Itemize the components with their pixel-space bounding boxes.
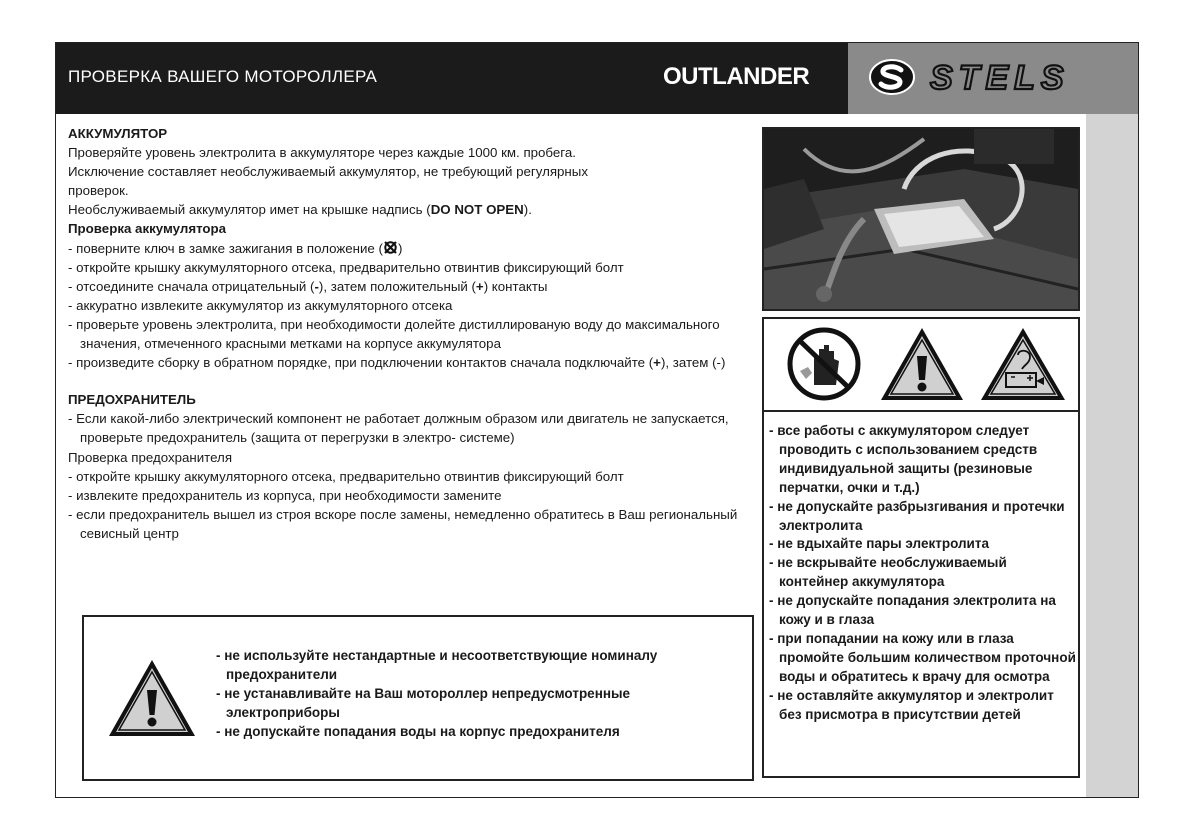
brand-wordmark-logo: [926, 58, 1136, 98]
list-item: - не вдыхайте пары электролита: [769, 536, 989, 552]
svg-text:STELS: STELS: [930, 59, 1070, 97]
list-item: - проверьте уровень электролита, при необходимости долейте дистиллированую воду до максимального значения, отмеченного красными метками на корпусе аккумулятора: [68, 316, 720, 352]
main-text: [68, 124, 748, 543]
list-item: - не вскрывайте необслуживаемый контейнер аккумулятора: [769, 555, 1007, 590]
fuse-warning-box: [82, 615, 754, 781]
list-item: - если предохранитель вышел из строя вскоре после замены, немедленно обратитесь в Ваш региональный севисный центр: [68, 506, 738, 541]
no-touch-sign-icon: [778, 327, 870, 401]
fuse-check-heading: Проверка предохранителя: [68, 449, 233, 465]
battery-check-heading: Проверка аккумулятора: [68, 221, 227, 237]
battery-photo-illustration: [764, 129, 1078, 309]
list-item: - не используйте нестандартные и несоответствующие номиналу предохранители: [216, 648, 658, 682]
battery-warning-panel: [762, 317, 1080, 778]
list-item: - отсоедините сначала отрицательный (-), затем положительный (+) контакты: [68, 278, 548, 294]
model-name: OUTLANDER: [663, 63, 810, 90]
list-item: - аккуратно извлеките аккумулятор из аккумуляторного отсека: [68, 297, 453, 313]
battery-intro: Проверяйте уровень электролита в аккумуляторе через каждые 1000 км. пробега.: [68, 145, 576, 161]
battery-intro: Исключение составляет необслуживаемый аккумулятор, не требующий регулярных: [68, 164, 588, 180]
list-item: - извлеките предохранитель из корпуса, при необходимости замените: [68, 487, 502, 503]
list-item: - откройте крышку аккумуляторного отсека, предварительно отвинтив фиксирующий болт: [68, 468, 624, 484]
list-item: - все работы с аккумулятором следует проводить с использованием средств индивидуальной защиты (резиновые перчатки, очки и т.д.): [769, 423, 1038, 495]
list-item: - откройте крышку аккумуляторного отсека, предварительно отвинтив фиксирующий болт: [68, 259, 624, 275]
fuse-warning-list: [216, 647, 746, 742]
list-item: - не допускайте разбрызгивания и протечки электролита: [769, 498, 1065, 533]
brand-s-logo-icon: [868, 58, 916, 96]
page-title: ПРОВЕРКА ВАШЕГО МОТОРОЛЛЕРА: [68, 67, 378, 86]
list-item: - не допускайте попадания воды на корпус предохранителя: [216, 723, 620, 739]
list-item: - не оставляйте аккумулятор и электролит без присмотра в присутствии детей: [769, 687, 1054, 722]
list-item: - не допускайте попадания электролита на кожу и в глаза: [769, 593, 1056, 628]
list-item: - при попадании на кожу или в глаза промойте большим количеством проточной воды и обратитесь к врачу для осмотра: [769, 630, 1076, 684]
list-item: - не устанавливайте на Ваш мотороллер непредусмотренные электроприборы: [216, 685, 631, 720]
list-item: - поверните ключ в замке зажигания в положение ( ): [68, 240, 403, 256]
battery-intro: Необслуживаемый аккумулятор имет на крышке надпись (DO NOT OPEN).: [68, 202, 532, 218]
battery-acid-warning-icon: [978, 325, 1068, 403]
warning-triangle-icon: [106, 657, 198, 739]
divider: [764, 410, 1078, 412]
ignition-off-icon: [383, 241, 398, 254]
battery-warning-list: [769, 422, 1079, 725]
battery-compartment-photo: [762, 127, 1080, 311]
fuse-heading: ПРЕДОХРАНИТЕЛЬ: [68, 392, 196, 408]
warning-triangle-icon: [878, 325, 966, 403]
side-accent-bar: [1086, 114, 1138, 797]
list-item: - Если какой-либо электрический компонент не работает должным образом или двигатель не запускается, проверьте предохранитель (защита от перегрузки в электро- системе): [68, 411, 729, 446]
list-item: - произведите сборку в обратном порядке, при подключении контактов сначала подключайте (+), затем (-): [68, 355, 726, 371]
battery-heading: АККУМУЛЯТОР: [68, 126, 168, 141]
battery-intro: проверок.: [68, 183, 129, 199]
